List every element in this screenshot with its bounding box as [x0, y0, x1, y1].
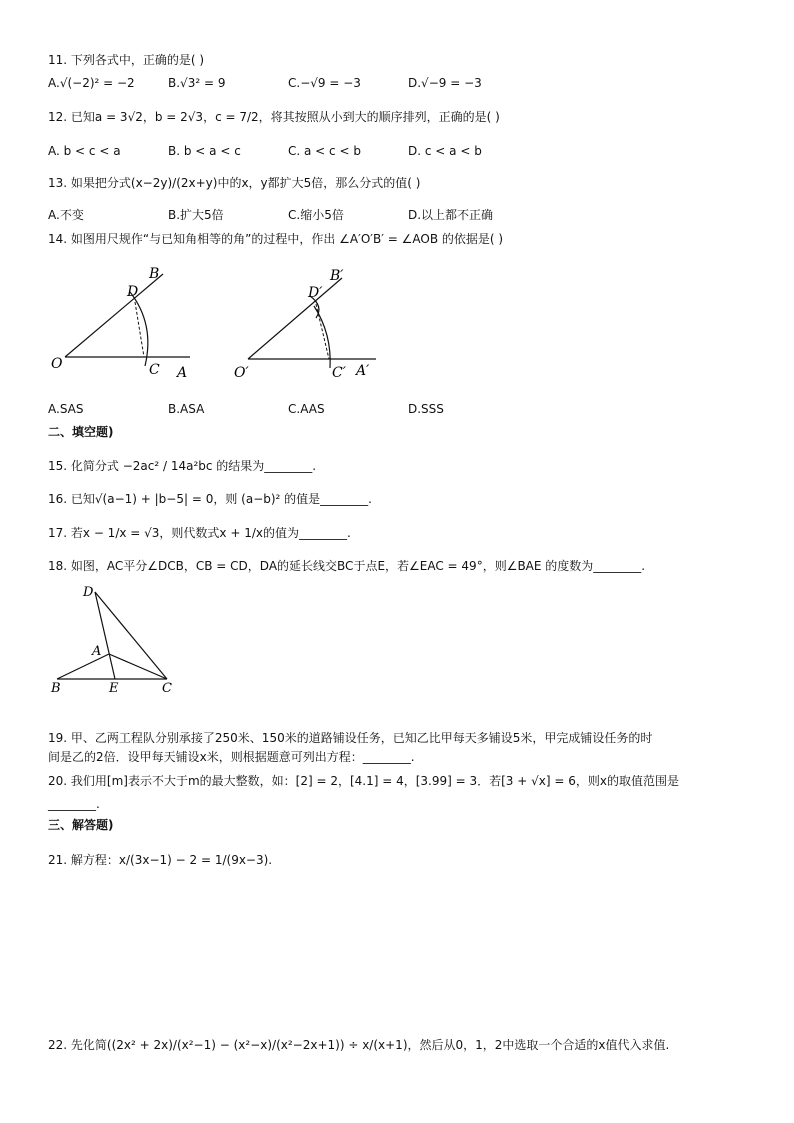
fig1-label-c: C: [149, 362, 160, 378]
q13-option-c: C.缩小5倍: [288, 208, 344, 222]
q14-figure-2: [230, 262, 390, 382]
fig1-label-o: O: [51, 356, 63, 372]
q21-stem: 21. 解方程：x/(3x−1) − 2 = 1/(9x−3).: [48, 853, 273, 867]
q19-line-2: 间是乙的2倍．设甲每天铺设x米，则根据题意可列出方程：________.: [48, 750, 415, 764]
q13-option-d: D.以上都不正确: [408, 208, 494, 222]
fig2-label-d: D′: [308, 285, 323, 301]
fig1-label-d: D: [127, 284, 139, 300]
q14-option-c: C.AAS: [288, 402, 325, 416]
q19-line-1: 19. 甲、乙两工程队分别承接了250米、150米的道路铺设任务，已知乙比甲每天多铺设5米，甲完成铺设任务的时: [48, 731, 653, 745]
fig2-label-c: C′: [332, 365, 346, 381]
section-2-heading: 二、填空题): [48, 425, 114, 439]
fig3-label-a: A: [92, 644, 102, 659]
q14-option-d: D.SSS: [408, 402, 444, 416]
fig3-label-e: E: [109, 681, 119, 696]
q12-option-b: B. b < a < c: [168, 144, 241, 158]
q17-stem: 17. 若x − 1/x = √3，则代数式x + 1/x的值为________.: [48, 526, 351, 540]
fig3-label-d: D: [83, 585, 94, 600]
q11-option-b: B.√3² = 9: [168, 76, 226, 90]
section-3-heading: 三、解答题): [48, 818, 114, 832]
fig2-label-b: B′: [330, 268, 344, 284]
fig1-label-b: B: [149, 266, 160, 282]
fig3-segment-de: [95, 592, 115, 679]
fig3-label-c: C: [162, 681, 172, 696]
q11-stem: 11. 下列各式中，正确的是( ): [48, 53, 205, 67]
q18-figure: [45, 580, 185, 698]
q13-option-a: A.不变: [48, 208, 84, 222]
fig1-label-a: A: [177, 365, 188, 381]
q12-option-a: A. b < c < a: [48, 144, 121, 158]
q22-stem: 22. 先化简((2x² + 2x)/(x²−1) − (x²−x)/(x²−2x+1)) ÷ x/(x+1)，然后从0，1，2中选取一个合适的x值代入求值.: [48, 1038, 670, 1052]
q20-line-1: 20. 我们用[m]表示不大于m的最大整数，如：[2] = 2，[4.1] = 4，[3.99] = 3．若[3 + √x] = 6，则x的取值范围是: [48, 774, 679, 788]
q11-option-a: A.√(−2)² = −2: [48, 76, 135, 90]
q14-option-a: A.SAS: [48, 402, 84, 416]
fig2-label-o: O′: [234, 365, 249, 381]
q13-option-b: B.扩大5倍: [168, 208, 224, 222]
fig2-ray-ob: [248, 278, 342, 359]
fig3-label-b: B: [51, 681, 61, 696]
q11-option-c: C.−√9 = −3: [288, 76, 361, 90]
q12-option-c: C. a < c < b: [288, 144, 361, 158]
fig1-dashed-dc: [135, 302, 144, 357]
q15-stem: 15. 化简分式 −2ac² / 14a²bc 的结果为________.: [48, 459, 317, 473]
fig3-segment-ac: [109, 654, 167, 679]
q11-option-d: D.√−9 = −3: [408, 76, 482, 90]
q14-stem: 14. 如图用尺规作“与已知角相等的角”的过程中，作出 ∠A′O′B′ = ∠AOB 的依据是( ): [48, 232, 504, 246]
fig2-label-a: A′: [356, 363, 370, 379]
q12-stem: 12. 已知a = 3√2，b = 2√3，c = 7/2，将其按照从小到大的顺序排列，正确的是( ): [48, 110, 500, 124]
q16-stem: 16. 已知√(a−1) + |b−5| = 0，则 (a−b)² 的值是________.: [48, 492, 372, 506]
q14-option-b: B.ASA: [168, 402, 205, 416]
q20-line-2: ________.: [48, 797, 100, 811]
q13-stem: 13. 如果把分式(x−2y)/(2x+y)中的x，y都扩大5倍，那么分式的值( ): [48, 176, 421, 190]
q14-figure-1: [45, 262, 205, 382]
fig3-segment-dc: [95, 592, 167, 679]
q12-option-d: D. c < a < b: [408, 144, 482, 158]
q18-stem: 18. 如图，AC平分∠DCB，CB = CD，DA的延长线交BC于点E，若∠EAC = 49°，则∠BAE 的度数为________.: [48, 559, 646, 573]
